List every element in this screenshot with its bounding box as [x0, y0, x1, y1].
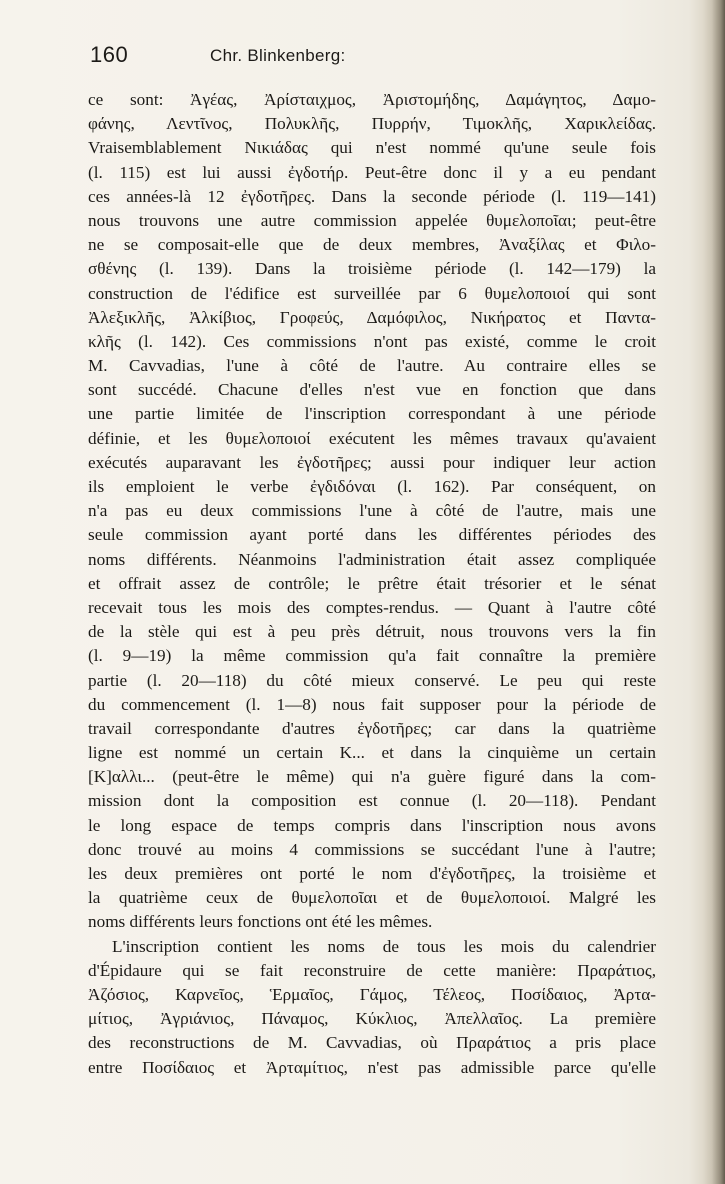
page-edge-shadow	[703, 0, 725, 1184]
text-line: seule commission ayant porté dans les différentes périodes des	[88, 525, 656, 545]
text-line: (l. 9—19) la même commission qu'a fait connaître la première	[88, 646, 656, 666]
text-line: ils emploient le verbe ἐγδιδόναι (l. 162). Par conséquent, on	[88, 477, 656, 496]
text-line: travail correspondante d'autres ἐγδοτῆρες; car dans la quatrième	[88, 718, 656, 738]
text-line: les deux premières ont porté le nom d'ἐγδοτῆρες, la troisième et	[88, 864, 656, 883]
text-line: (l. 115) est lui aussi ἐγδοτήρ. Peut-être donc il y a eu pendant	[88, 162, 656, 182]
text-line: μίτιος, Ἀγριάνιος, Πάναμος, Κύκλιος, Ἀπελλαῖος. La première	[88, 1009, 656, 1029]
page-header	[90, 42, 650, 72]
text-line: recevait tous les mois des comptes-rendus. — Quant à l'autre côté	[88, 597, 656, 617]
text-line: donc trouvé au moins 4 commissions se succédant l'une à l'autre;	[88, 839, 656, 859]
text-line: partie (l. 20—118) du côté mieux conservé. Le peu qui reste	[88, 670, 656, 690]
text-line: ces années-là 12 ἐγδοτῆρες. Dans la seconde période (l. 119—141)	[88, 186, 656, 206]
text-line: [Κ]αλλι... (peut-être le même) qui n'a guère figuré dans la com-	[88, 767, 656, 787]
text-line: Ἀλεξικλῆς, Ἀλκίβιος, Γροφεύς, Δαμόφιλος, Νικήρατος et Παντα-	[88, 307, 656, 327]
text-line: Vraisemblablement Νικιάδας qui n'est nommé qu'une seule fois	[88, 138, 656, 158]
running-head: Chr. Blinkenberg:	[210, 46, 346, 65]
text-line: noms différents leurs fonctions ont été les mêmes.	[88, 912, 433, 932]
text-line: la quatrième ceux de θυμελοποῖαι et de θυμελοποιοί. Malgré les	[88, 888, 656, 908]
text-line: ne se composait-elle que de deux membres, Ἀναξίλας et Φιλο-	[88, 235, 656, 255]
text-line: Ἀζόσιος, Καρνεῖος, Ἑρμαῖος, Γάμος, Τέλεος, Ποσίδαιος, Ἀρτα-	[88, 984, 656, 1004]
text-line: nous trouvons une autre commission appelée θυμελοποῖαι; peut-être	[88, 210, 656, 230]
text-line: mission dont la composition est connue (l. 20—118). Pendant	[88, 791, 656, 811]
text-line: ce sont: Ἀγέας, Ἀρίσταιχμος, Ἀριστομήδης, Δαμάγητος, Δαμο-	[88, 90, 656, 109]
text-line: noms différents. Néanmoins l'administration était assez compliquée	[88, 549, 656, 569]
text-line: exécutés auparavant les ἐγδοτῆρες; aussi pour indiquer leur action	[88, 452, 656, 472]
text-line: du commencement (l. 1—8) nous fait supposer pour la période de	[88, 694, 656, 714]
text-line: ligne est nommé un certain Κ... et dans la cinquième un certain	[88, 743, 656, 763]
text-line: φάνης, Λεντῖνος, Πολυκλῆς, Πυρρήν, Τιμοκλῆς, Χαρικλείδας.	[88, 114, 656, 134]
text-line: définie, et les θυμελοποιοί exécutent les mêmes travaux qu'avaient	[88, 428, 656, 448]
text-line: construction de l'édifice est surveillée par 6 θυμελοποιοί qui sont	[88, 283, 656, 303]
text-line: de la stèle qui est à peu près détruit, nous trouvons vers la fin	[88, 622, 656, 642]
body-text	[88, 88, 656, 1080]
text-line: entre Ποσίδαιος et Ἀρταμίτιος, n'est pas admissible parce qu'elle	[88, 1057, 656, 1077]
text-line: σθένης (l. 139). Dans la troisième période (l. 142—179) la	[88, 259, 656, 279]
text-line: n'a pas eu deux commissions l'une à côté de l'autre, mais une	[88, 501, 656, 521]
text-line: une partie limitée de l'inscription correspondant à une période	[88, 404, 656, 424]
text-line: L'inscription contient les noms de tous les mois du calendrier	[112, 936, 656, 956]
page-number: 160	[90, 42, 129, 67]
text-line: le long espace de temps compris dans l'inscription nous avons	[88, 815, 656, 835]
text-line: et offrait assez de contrôle; le prêtre était trésorier et le sénat	[88, 573, 656, 593]
text-line: d'Épidaure qui se fait reconstruire de cette manière: Πραράτιος,	[88, 960, 656, 980]
text-line: des reconstructions de M. Cavvadias, où Πραράτιος a pris place	[88, 1033, 656, 1053]
text-line: sont succédé. Chacune d'elles n'est vue en fonction que dans	[88, 380, 656, 400]
text-line: M. Cavvadias, l'une à côté de l'autre. Au contraire elles se	[88, 356, 656, 376]
text-line: κλῆς (l. 142). Ces commissions n'ont pas existé, comme le croit	[88, 331, 656, 351]
